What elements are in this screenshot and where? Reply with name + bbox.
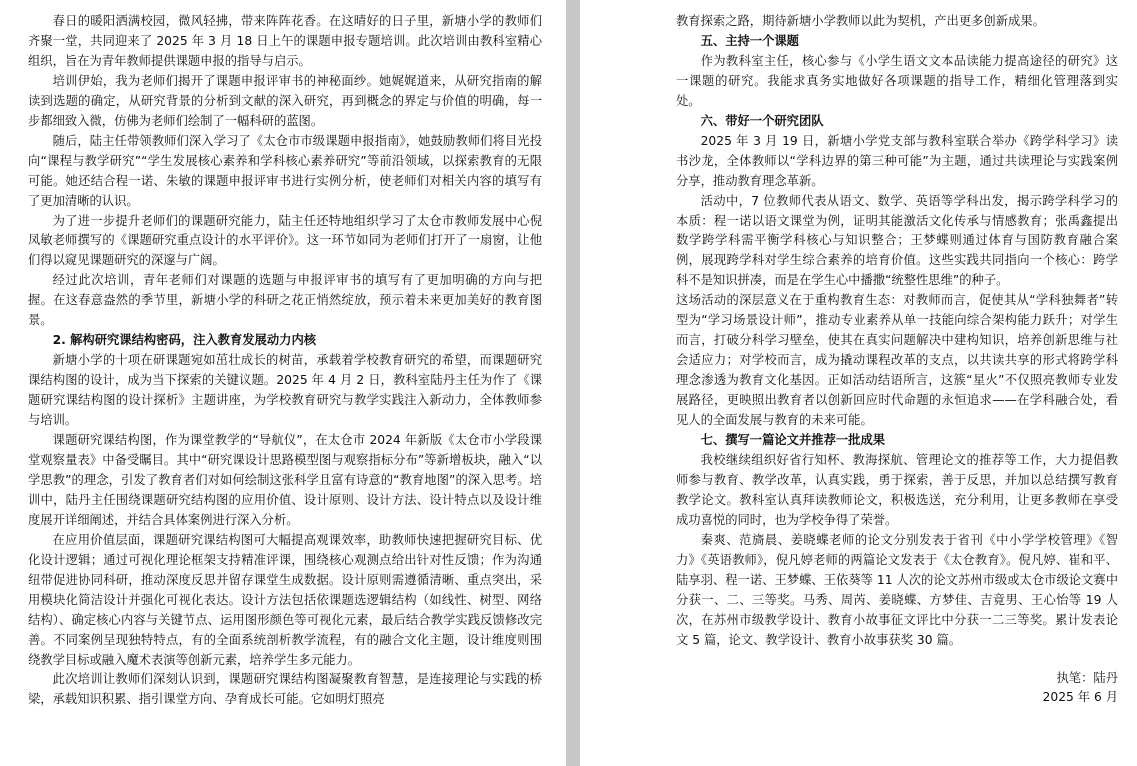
- section-heading: 五、主持一个课题: [700, 33, 799, 48]
- paragraph: 这场活动的深层意义在于重构教育生态：对教师而言，促使其从“学科独舞者”转型为“学习场景设计师”，推动专业素养从单一技能向综合架构能力跃升；对学生而言，打破分科学习壁垒，使其在真实问题解决中建构知识，培养创新思维与社会适应力；对学校而言，成为撬动课程改革的支点，以共读共享的形式将跨学科理念渗透为教育文化基因。正如活动结语所言，这簇“星火”不仅照亮教师专业发展路径，更映照出教育者以创新回应时代命题的永恒追求——在学科融合处，看见人的全面发展与教育的未来可能。: [676, 293, 1118, 428]
- paragraph: 在应用价值层面，课题研究课结构图可大幅提高观课效率，助教师快速把握研究目标、优化设计逻辑；通过可视化理论框架支持精准评课，围绕核心观测点给出针对性反馈；作为沟通纽带促进协同科研，推动深度反思并留存课堂生成数据。设计原则需遵循清晰、重点突出，采用模块化简洁设计并强化可视化表达。设计方法包括依课题选逻辑结构（如线性、树型、网络结构）、确定核心内容与关键节点、运用图形颜色等可视化元素，最后结合教学实践反馈修改完善。不同案例呈现独特特点，有的全面系统剖析教学流程，有的融合文化主题，设计维度则围绕教学目标或融入魔术表演等创新元素，培养学生多元能力。: [28, 532, 542, 667]
- paragraph: 教育探索之路，期待新塘小学教师以此为契机，产出更多创新成果。: [676, 14, 1045, 28]
- document-page-right: [580, 0, 1137, 766]
- paragraph: 随后，陆主任带领教师们深入学习了《太仓市市级课题申报指南》，她鼓励教师们将目光投向“课程与教学研究”“学生发展核心素养和学科核心素养研究”等前沿领域，以探索教育的无限可能。她还结合程一诺、朱敏的课题申报评审书进行实例分析，使老师们对相关内容的填写有了更加清晰的认识。: [28, 133, 542, 208]
- paragraph: 经过此次培训，青年老师们对课题的选题与申报评审书的填写有了更加明确的方向与把握。在这春意盎然的季节里，新塘小学的科研之花正悄然绽放，预示着未来更加美好的教育图景。: [28, 273, 542, 328]
- paragraph: 2025 年 3 月 19 日，新塘小学党支部与教科室联合举办《跨学科学习》读书沙龙，全体教师以“学科边界的第三种可能”为主题，通过共读理论与实践案例分享，推动教育理念革新。: [676, 133, 1118, 188]
- paragraph: 春日的暖阳洒满校园，微风轻拂，带来阵阵花香。在这晴好的日子里，新塘小学的教师们齐聚一堂，共同迎来了 2025 年 3 月 18 日上午的课题申报专题培训。此次培训由教科室精心组织，旨在为青年教师提供课题申报的指导与启示。: [28, 14, 542, 68]
- page-left-text: [28, 12, 542, 710]
- paragraph: 新塘小学的十项在研课题宛如茁壮成长的树苗，承载着学校教育研究的希望，而课题研究课结构图的设计，成为当下探索的关键议题。2025 年 4 月 2 日，教科室陆丹主任为作了《课题研究课结构图的设计探析》主题讲座，为学校教育研究与教学实践注入新动力，全体教师参与培训。: [28, 353, 542, 428]
- paragraph: 为了进一步提升老师们的课题研究能力，陆主任还特地组织学习了太仓市教师发展中心倪凤敏老师撰写的《课题研究重点设计的水平评价》。这一环节如同为老师们打开了一扇窗，让他们得以窥见课题研究的深邃与广阔。: [28, 213, 542, 268]
- section-heading: 2. 解构研究课结构密码，注入教育发展动力内核: [52, 333, 317, 348]
- paragraph: 活动中，7 位教师代表从语文、数学、英语等学科出发，揭示跨学科学习的本质：程一诺以语文课堂为例，证明其能激活文化传承与情感教育；张禹鑫提出数学跨学科需平衡学科核心与知识整合；王梦蝶则通过体育与国防教育融合案例，展现跨学科对学生综合素养的培育价值。这些实践共同指向一个核心：跨学科不是知识拼凑，而是在学生心中播撒“统整性思维”的种子。: [676, 193, 1118, 288]
- document-page-left: [0, 0, 566, 766]
- paragraph: 我校继续组织好省行知杯、教海探航、管理论文的推荐等工作，大力提倡教师参与教育、教学改革，认真实践，勇于探索，善于反思，并加以总结撰写教育教学论文。教科室认真拜读教师论文，积极选送，充分利用，让更多教师在享受成功喜悦的同时，也为学校争得了荣誉。: [676, 452, 1118, 527]
- paragraph: 此次培训让教师们深刻认识到，课题研究课结构图凝聚教育智慧，是连接理论与实践的桥梁，承载知识积累、指引课堂方向、孕育成长可能。它如明灯照亮: [28, 672, 542, 707]
- section-heading: 六、带好一个研究团队: [700, 113, 824, 128]
- paragraph: 培训伊始，我为老师们揭开了课题申报评审书的神秘面纱。她娓娓道来，从研究指南的解读到选题的确定，从研究背景的分析到文献的深入研究，再到概念的界定与价值的明确，每一步都细致入微，仿佛为老师们绘制了一幅科研的蓝图。: [28, 73, 542, 128]
- paragraph: 秦爽、范旖晨、姜晓蝶老师的论文分别发表于省刊《中小学学校管理》《智力》《英语教师》，倪凡婷老师的两篇论文发表于《太仓教育》。倪凡婷、崔和平、陆享羽、程一诺、王梦蝶、王依葵等 11 人次的论文苏州市级或太仓市级论文赛中分获一、二、三等奖。马秀、周芮、姜晓蝶、方梦佳、吉竟男、王心怡等 19 人次，在苏州市级教学设计、教育小故事征文评比中分获一二三等奖。累计发表论文 5 篇，论文、教学设计、教育小故事获奖 30 篇。: [676, 532, 1118, 647]
- paragraph: 作为教科室主任，核心参与《小学生语文文本品读能力提高途径的研究》这一课题的研究。我能求真务实地做好各项课题的指导工作，精细化管理落到实处。: [676, 53, 1118, 108]
- document-date: 2025 年 6 月: [1042, 690, 1118, 705]
- page-gutter: [566, 0, 580, 766]
- section-heading: 七、撰写一篇论文并推荐一批成果: [700, 433, 886, 448]
- paragraph: 课题研究课结构图，作为课堂教学的“导航仪”，在太仓市 2024 年新版《太仓市小学段课堂观察量表》中备受瞩目。其中“研究课设计思路模型图与观察指标分布”等新增板块，融入“以学思教”的理念，引发了教育者们对如何绘制这张科学且富有诗意的“教育地图”的深入思考。培训中，陆丹主任围绕课题研究结构图的应用价值、设计原则、设计方法、设计特点以及设计维度展开详细阐述，并结合具体案例进行深入分析。: [28, 433, 542, 527]
- author-signature: 执笔：陆丹: [1056, 670, 1118, 685]
- page-right-text: [676, 12, 1118, 708]
